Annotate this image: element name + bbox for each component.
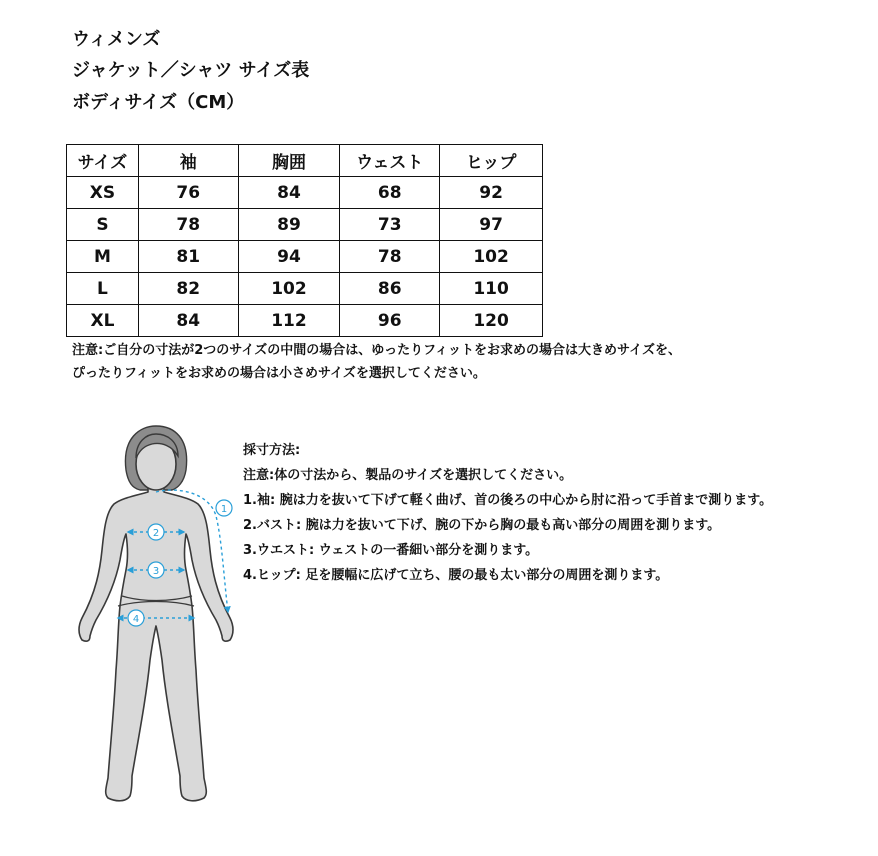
body-measurement-figure <box>60 420 250 820</box>
cell-hip: 92 <box>440 177 543 209</box>
marker-label: 3 <box>152 566 160 577</box>
cell-hip: 110 <box>440 273 543 305</box>
cell-size: XL <box>67 305 139 337</box>
cell-size: XS <box>67 177 139 209</box>
cell-waist: 86 <box>340 273 440 305</box>
cell-size: M <box>67 241 139 273</box>
table-row <box>67 273 543 305</box>
sizing-note-line-1: 注意:ご自分の寸法が2つのサイズの中間の場合は、ゆったりフィットをお求めの場合は大きめサイズを、 <box>72 343 681 358</box>
instructions-title: 採寸方法: <box>243 443 301 458</box>
cell-size: L <box>67 273 139 305</box>
header-sleeve: 袖 <box>138 145 238 177</box>
table-row <box>67 209 543 241</box>
cell-sleeve: 78 <box>138 209 238 241</box>
marker-bust <box>148 524 164 540</box>
cell-sleeve: 81 <box>138 241 238 273</box>
marker-label: 2 <box>152 528 160 539</box>
marker-label: 4 <box>132 614 140 625</box>
cell-hip: 97 <box>440 209 543 241</box>
table-row <box>67 305 543 337</box>
marker-hip <box>128 610 144 626</box>
table-header-row <box>67 145 543 177</box>
marker-sleeve <box>216 500 232 516</box>
cell-waist: 96 <box>340 305 440 337</box>
cell-sleeve: 82 <box>138 273 238 305</box>
instruction-step-waist: 3.ウエスト: ウェストの一番細い部分を測ります。 <box>243 543 539 558</box>
header-hip: ヒップ <box>440 145 543 177</box>
cell-chest: 84 <box>238 177 340 209</box>
cell-hip: 102 <box>440 241 543 273</box>
instruction-step-hip: 4.ヒップ: 足を腰幅に広げて立ち、腰の最も太い部分の周囲を測ります。 <box>243 568 669 583</box>
marker-waist <box>148 562 164 578</box>
cell-chest: 112 <box>238 305 340 337</box>
chart-title-category: ウィメンズ <box>72 29 161 50</box>
instruction-step-sleeve: 1.袖: 腕は力を抜いて下げて軽く曲げ、首の後ろの中心から肘に沿って手首まで測ります。 <box>243 493 773 508</box>
cell-sleeve: 84 <box>138 305 238 337</box>
cell-waist: 68 <box>340 177 440 209</box>
female-body-measurement-icon <box>60 420 250 820</box>
chart-title-units: ボディサイズ（CM） <box>72 92 245 113</box>
cell-waist: 73 <box>340 209 440 241</box>
instructions-note: 注意:体の寸法から、製品のサイズを選択してください。 <box>243 468 573 483</box>
header-size: サイズ <box>67 145 139 177</box>
measurement-instructions <box>243 438 863 588</box>
cell-chest: 94 <box>238 241 340 273</box>
cell-chest: 89 <box>238 209 340 241</box>
cell-chest: 102 <box>238 273 340 305</box>
cell-hip: 120 <box>440 305 543 337</box>
instruction-step-bust: 2.バスト: 腕は力を抜いて下げ、腕の下から胸の最も高い部分の周囲を測ります。 <box>243 518 721 533</box>
cell-sleeve: 76 <box>138 177 238 209</box>
size-table <box>66 144 543 337</box>
header-chest: 胸囲 <box>238 145 340 177</box>
cell-waist: 78 <box>340 241 440 273</box>
sizing-note-line-2: ぴったりフィットをお求めの場合は小さめサイズを選択してください。 <box>72 366 486 381</box>
cell-size: S <box>67 209 139 241</box>
marker-label: 1 <box>220 504 228 515</box>
table-row <box>67 241 543 273</box>
chart-title-product: ジャケット／シャツ サイズ表 <box>72 60 310 81</box>
table-row <box>67 177 543 209</box>
header-waist: ウェスト <box>340 145 440 177</box>
